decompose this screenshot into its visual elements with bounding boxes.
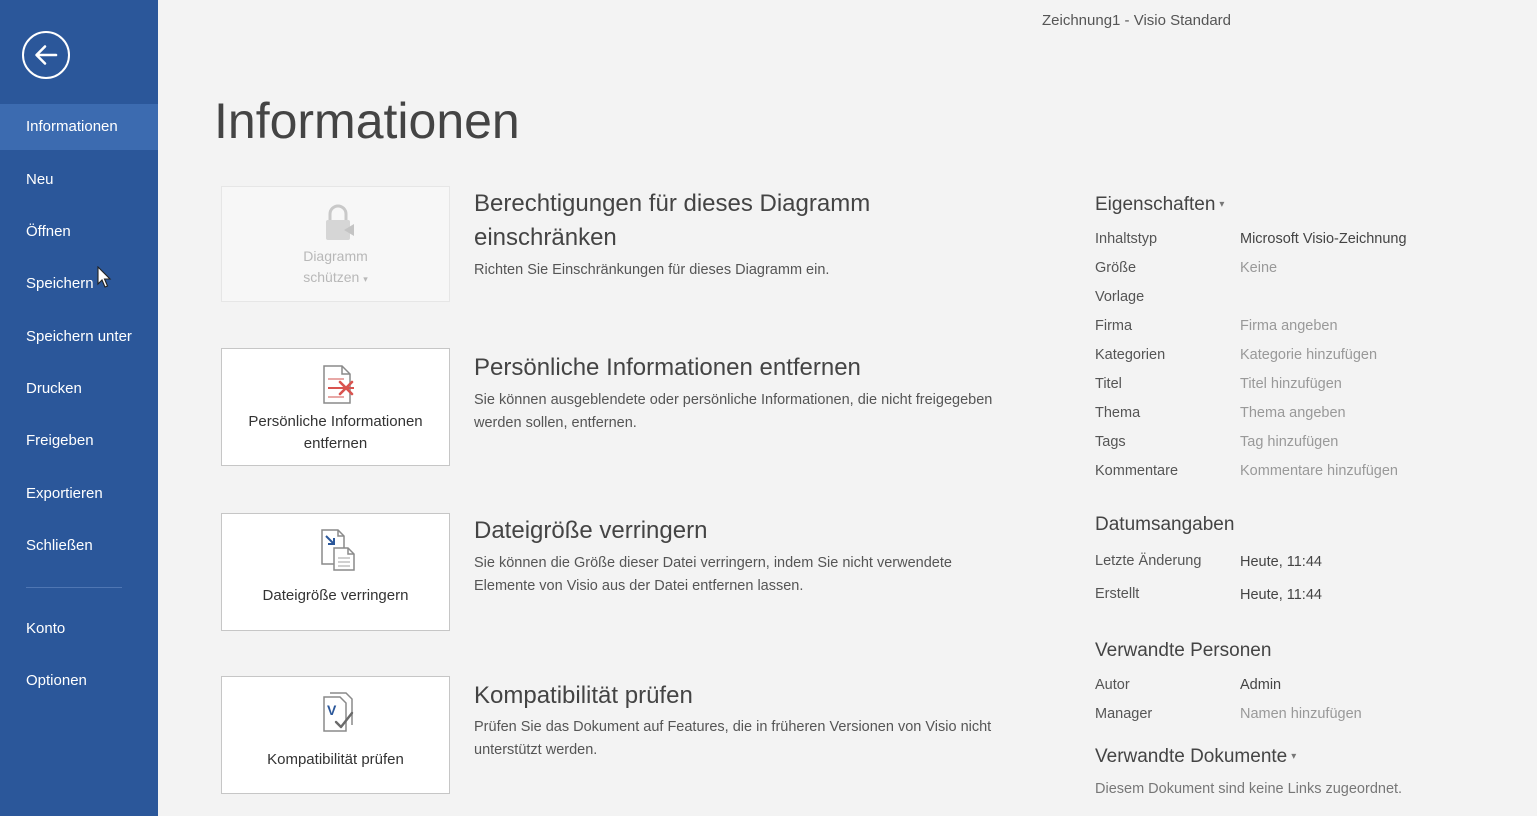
window-title: Zeichnung1 - Visio Standard	[1042, 12, 1232, 29]
prop-value-firma[interactable]: Firma angeben	[1240, 318, 1338, 334]
people-heading: Verwandte Personen	[1095, 640, 1272, 661]
remove-personal-info-label-line2: entfernen	[303, 435, 368, 452]
prop-value-kommentare[interactable]: Kommentare hinzufügen	[1240, 463, 1398, 479]
people-value-author[interactable]: Admin	[1240, 677, 1282, 693]
remove-personal-info-button[interactable]	[221, 348, 450, 466]
reduce-file-size-label: Dateigröße verringern	[262, 587, 409, 604]
reduce-file-size-button[interactable]	[221, 513, 450, 631]
people-label-manager: Manager	[1095, 706, 1153, 722]
back-arrow-icon	[24, 33, 68, 77]
prop-label-vorlage: Vorlage	[1095, 289, 1145, 305]
remove-personal-info-label-line1: Persönliche Informationen	[248, 413, 423, 430]
section-desc-permissions: Richten Sie Einschränkungen für dieses Diagramm ein.	[474, 262, 830, 278]
prop-label-firma: Firma	[1095, 318, 1133, 334]
prop-value-titel[interactable]: Titel hinzufügen	[1240, 376, 1342, 392]
nav-item-exportieren[interactable]: Exportieren	[26, 485, 103, 502]
protect-diagram-label-line1: Diagramm	[303, 248, 368, 264]
prop-label-groesse: Größe	[1095, 260, 1137, 276]
nav-item-freigeben[interactable]: Freigeben	[26, 432, 94, 449]
check-compatibility-label: Kompatibilität prüfen	[267, 751, 404, 768]
nav-item-informationen[interactable]: Informationen	[0, 104, 158, 150]
section-desc-compatibility: Prüfen Sie das Dokument auf Features, die in früheren Versionen von Visio nicht unterstützt werden.	[474, 719, 992, 758]
date-value-modified: Heute, 11:44	[1240, 554, 1322, 570]
properties-heading[interactable]: Eigenschaften ▾	[1095, 194, 1225, 215]
prop-label-tags: Tags	[1095, 434, 1126, 450]
people-value-manager[interactable]: Namen hinzufügen	[1240, 706, 1362, 722]
svg-text:V: V	[327, 702, 337, 718]
section-desc-file-size: Sie können die Größe dieser Datei verringern, indem Sie nicht verwendete Elemente von Visio aus der Datei entfernen lassen.	[474, 555, 952, 594]
prop-label-inhaltstyp: Inhaltstyp	[1095, 231, 1158, 247]
section-title-permissions: Berechtigungen für dieses Diagramm einschränken	[474, 190, 871, 251]
prop-value-inhaltstyp: Microsoft Visio-Zeichnung	[1240, 231, 1407, 247]
mouse-cursor-icon	[97, 266, 113, 290]
check-compatibility-icon	[318, 691, 358, 735]
chevron-down-icon: ▾	[1219, 199, 1225, 210]
lock-icon	[318, 202, 358, 246]
prop-value-tags[interactable]: Tag hinzufügen	[1240, 434, 1339, 450]
nav-item-schliessen[interactable]: Schließen	[26, 537, 93, 554]
check-compatibility-button[interactable]	[221, 676, 450, 794]
nav-item-drucken[interactable]: Drucken	[26, 380, 82, 397]
section-desc-personal-info: Sie können ausgeblendete oder persönliche Informationen, die nicht freigegeben werden sollen, entfernen.	[474, 392, 993, 431]
protect-diagram-label-line2: schützen ▾	[303, 269, 368, 285]
remove-personal-info-icon	[318, 363, 358, 407]
prop-value-groesse: Keine	[1240, 260, 1278, 276]
backstage-sidebar	[0, 0, 158, 816]
nav-separator	[26, 587, 122, 588]
date-label-modified: Letzte Änderung	[1095, 553, 1202, 569]
dates-heading: Datumsangaben	[1095, 514, 1235, 535]
nav-item-optionen[interactable]: Optionen	[26, 672, 87, 689]
nav-item-neu[interactable]: Neu	[26, 171, 54, 188]
related-docs-heading[interactable]: Verwandte Dokumente ▾	[1095, 746, 1297, 767]
section-title-personal-info: Persönliche Informationen entfernen	[474, 354, 861, 381]
page-title: Informationen	[214, 93, 520, 149]
related-docs-note: Diesem Dokument sind keine Links zugeordnet.	[1095, 781, 1403, 797]
date-value-created: Heute, 11:44	[1240, 587, 1322, 603]
chevron-down-icon: ▾	[1291, 751, 1297, 762]
prop-label-kategorien: Kategorien	[1095, 347, 1166, 363]
reduce-file-size-icon	[318, 528, 358, 572]
section-title-compatibility: Kompatibilität prüfen	[474, 682, 693, 709]
prop-label-titel: Titel	[1095, 376, 1122, 392]
prop-label-kommentare: Kommentare	[1095, 463, 1179, 479]
nav-item-speichern[interactable]: Speichern	[26, 275, 94, 292]
prop-value-kategorien[interactable]: Kategorie hinzufügen	[1240, 347, 1378, 363]
section-title-file-size: Dateigröße verringern	[474, 517, 708, 544]
people-label-author: Autor	[1095, 677, 1130, 693]
date-label-created: Erstellt	[1095, 586, 1140, 602]
back-button[interactable]	[22, 31, 70, 79]
prop-label-thema: Thema	[1095, 405, 1141, 421]
nav-item-speichern-unter[interactable]: Speichern unter	[26, 328, 132, 345]
prop-value-thema[interactable]: Thema angeben	[1240, 405, 1346, 421]
nav-item-konto[interactable]: Konto	[26, 620, 66, 637]
protect-diagram-button[interactable]	[221, 186, 450, 302]
chevron-down-icon: ▾	[363, 274, 368, 284]
nav-item-oeffnen[interactable]: Öffnen	[26, 223, 71, 240]
